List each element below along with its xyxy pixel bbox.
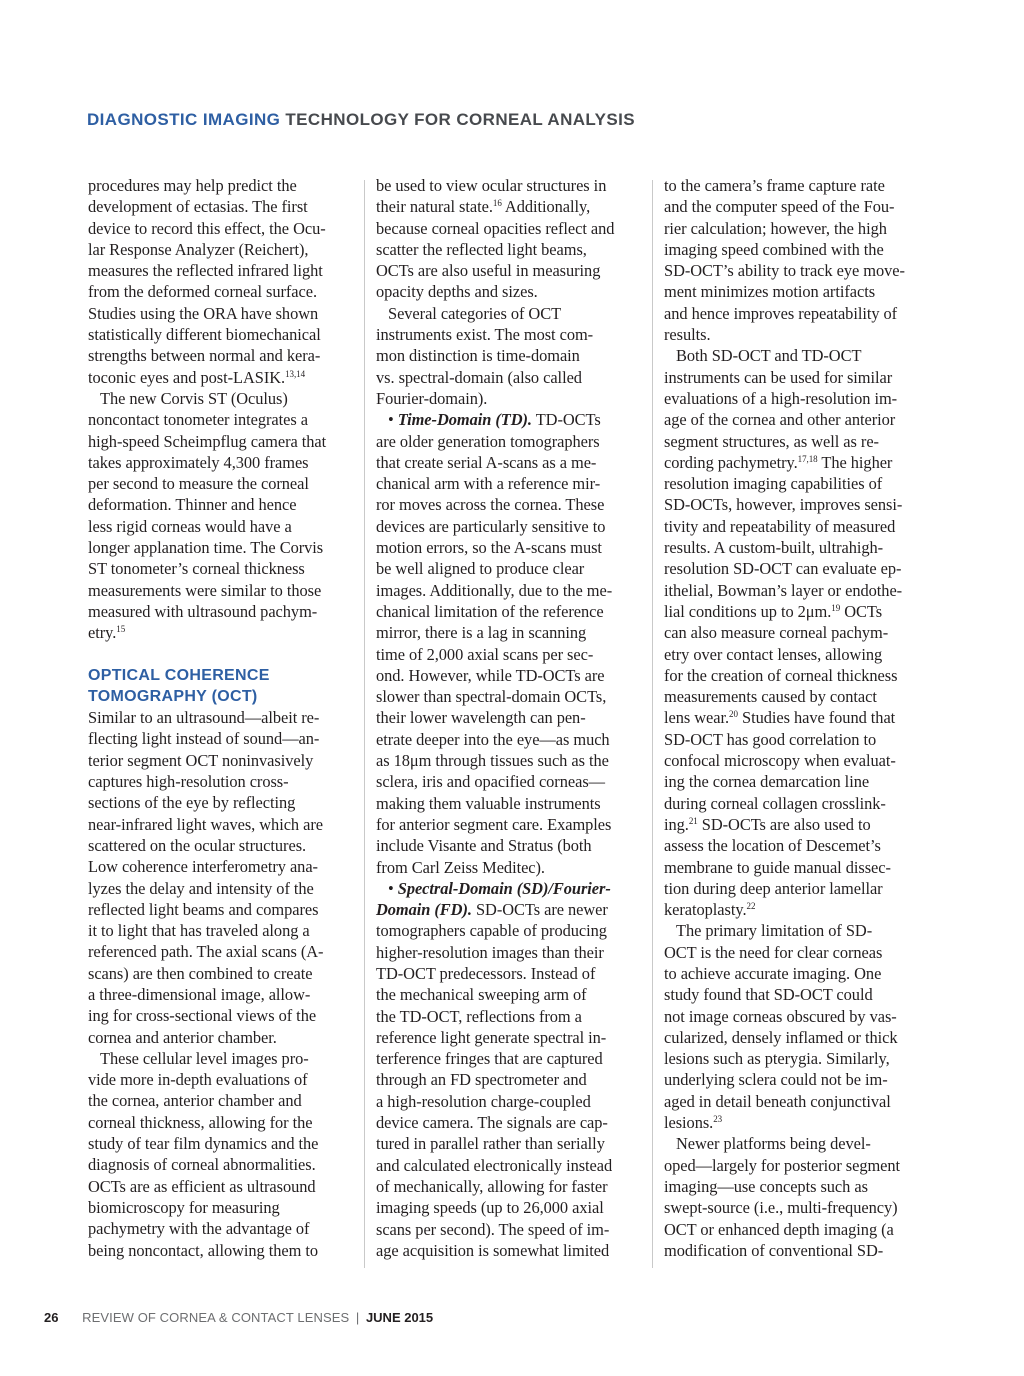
citation: 21 [688,815,698,826]
bullet-label: Domain (FD). [376,900,472,920]
text-line: longer applanation time. The Corvis [88,538,324,558]
text-line: rier calculation; however, the high [664,218,887,238]
text-line: oped—largely for posterior segment [664,1155,901,1175]
citation: 20 [729,709,738,720]
text-line: as 18μm through tissues such as the [376,751,609,771]
text-line: scattered on the ocular structures. [88,835,307,855]
text-line: OCT is the need for clear corneas [664,942,883,962]
column-divider [364,180,365,1268]
text-line: higher-resolution images than their [376,942,604,962]
bullet: • [388,878,398,898]
text-line: measurements were similar to those [88,580,322,600]
paragraph [664,1133,928,1261]
text-run: OCTs [840,601,883,621]
text-line: Newer platforms being devel- [676,1134,871,1154]
text-line: SD-OCT’s ability to track eye move- [664,261,905,281]
text-line: for the creation of corneal thickness [664,665,898,685]
text-line: measurements caused by contact [664,687,877,707]
citation: 16 [492,198,502,209]
text-line: study found that SD-OCT could [664,985,873,1005]
text-line: a high-resolution charge-coupled [376,1091,591,1111]
citation: 23 [713,1114,723,1125]
text-line: The primary limitation of SD- [676,921,873,941]
text-line: membrane to guide manual dissec- [664,857,891,877]
text-line: flecting light instead of sound—an- [88,729,320,749]
text-line: images. Additionally, due to the me- [376,580,613,600]
text-line: modification of conventional SD- [664,1240,884,1260]
text-line: evaluations of a high-resolution im- [664,388,898,408]
text-line: ST tonometer’s corneal thickness [88,559,305,579]
text-line: tured in parallel rather than serially [376,1134,605,1154]
text-line: sections of the eye by reflecting [88,793,296,813]
text-line: chanical arm with a reference mir- [376,474,601,494]
text-line: OCT or enhanced depth imaging (a [664,1219,894,1239]
text-line: lar Response Analyzer (Reichert), [88,239,309,259]
text-line: for anterior segment care. Examples [376,814,612,834]
column-divider [652,180,653,1268]
text-line: lyzes the delay and intensity of the [88,878,314,898]
text-line: being noncontact, allowing them to [88,1240,318,1260]
text-line: include Visante and Stratus (both [376,836,592,856]
text-line [664,707,928,728]
bullet-paragraph-time-domain [376,409,640,878]
paragraph [664,175,928,345]
text-line: scatter the reflected light beams, [376,239,587,259]
text-line: during corneal collagen crosslink- [664,793,886,813]
text-line: from Carl Zeiss Meditec). [376,857,545,877]
text-line: The new Corvis ST (Oculus) [100,388,288,408]
publication-name: REVIEW OF CORNEA & CONTACT LENSES [82,1310,350,1325]
text-line: TD-OCT predecessors. Instead of [376,963,596,983]
text-line: cularized, densely inflamed or thick [664,1027,898,1047]
text-line: captures high-resolution cross- [88,772,289,792]
text-line: lesions such as pterygia. Similarly, [664,1049,890,1069]
bullet-label: Spectral-Domain (SD)/Fourier- [397,878,611,898]
text-line: time of 2,000 axial scans per sec- [376,644,594,664]
text-line: and the computer speed of the Fou- [664,197,895,217]
text-line: vide more in-depth evaluations of [88,1070,308,1090]
text-run: keratoplasty. [664,900,747,920]
text-line: their lower wavelength can pen- [376,708,586,728]
text-line: the cornea, anterior chamber and [88,1091,302,1111]
text-line: terior segment OCT noninvasively [88,750,314,770]
text-line: devices are particularly sensitive to [376,516,606,536]
text-line: device camera. The signals are cap- [376,1113,608,1133]
text-line: be used to view ocular structures in [376,176,607,195]
text-line: OCTs are as efficient as ultrasound [88,1176,316,1196]
text-line: measures the reflected infrared light [88,261,323,281]
text-line: per second to measure the corneal [88,474,309,494]
text-line: resolution imaging capabilities of [664,474,883,494]
text-line: to the camera’s frame capture rate [664,176,885,195]
text-line: age acquisition is somewhat limited [376,1240,610,1260]
paragraph [664,345,928,920]
text-line [376,196,640,217]
text-line: assess the location of Descemet’s [664,836,881,856]
citation: 13,14 [285,368,306,379]
text-line: etrate deeper into the eye—as much [376,729,610,749]
text-run: TD-OCTs [531,410,601,430]
text-line: from the deformed corneal surface. [88,282,318,302]
text-line: statistically different biomechanical [88,325,321,345]
text-line: opacity depths and sizes. [376,282,538,302]
text-line: cornea and anterior chamber. [88,1027,277,1047]
text-line: tomographers capable of producing [376,921,607,941]
text-line: tivity and repeatability of measured [664,516,896,536]
text-line: sclera, iris and opacified corneas— [376,772,605,792]
text-line: mon distinction is time-domain [376,346,580,366]
paragraph [88,707,352,1048]
text-run: cording pachymetry. [664,452,798,472]
text-line: device to record this effect, the Ocu- [88,218,326,238]
paragraph [88,175,352,388]
text-line [376,878,640,899]
text-line: high-speed Scheimpflug camera that [88,431,327,451]
text-line: the TD-OCT, reflections from a [376,1006,582,1026]
text-line: instruments exist. The most com- [376,325,594,345]
text-line: aged in detail beneath conjunctival [664,1091,891,1111]
footer-separator: | [355,1310,360,1325]
text-line: of mechanically, allowing for faster [376,1176,608,1196]
header-title: TECHNOLOGY FOR CORNEAL ANALYSIS [285,110,635,129]
text-line: measured with ultrasound pachym- [88,601,318,621]
text-run: Additionally, [501,197,591,217]
citation: 15 [116,624,126,635]
heading-line: TOMOGRAPHY (OCT) [88,687,258,705]
text-line: a three-dimensional image, allow- [88,984,311,1004]
citation: 22 [746,901,756,912]
citation: 19 [831,602,841,613]
text-line: swept-source (i.e., multi-frequency) [664,1198,898,1218]
text-run: lial conditions up to 2μm. [664,601,832,621]
text-line: vs. spectral-domain (also called [376,367,582,387]
paragraph [88,1048,352,1261]
text-line: resolution SD-OCT can evaluate ep- [664,559,902,579]
text-line: and calculated electronically instead [376,1155,613,1175]
text-line: imaging—use concepts such as [664,1176,868,1196]
text-line: ing the cornea demarcation line [664,772,870,792]
text-line: because corneal opacities reflect and [376,218,615,238]
text-column-1 [88,175,352,1261]
text-line: etry over contact lenses, allowing [664,644,883,664]
text-line [664,601,928,622]
text-run: their natural state. [376,197,493,217]
text-line: noncontact tonometer integrates a [88,410,308,430]
text-line: mirror, there is a lag in scanning [376,623,587,643]
text-run: SD-OCTs are newer [471,900,608,920]
text-line: ment minimizes motion artifacts [664,282,876,302]
bullet-paragraph-spectral-domain [376,878,640,1261]
text-line [664,814,928,835]
text-line: instruments can be used for similar [664,367,893,387]
text-line: that create serial A-scans as a me- [376,452,597,472]
text-line [664,452,928,473]
text-run: Studies have found that [737,708,896,728]
text-line: through an FD spectrometer and [376,1070,587,1090]
text-line: confocal microscopy when evaluat- [664,751,896,771]
paragraph [88,388,352,644]
text-run: etry. [88,623,117,643]
text-line: and hence improves repeatability of [664,303,898,323]
paragraph [376,175,640,303]
text-line: Similar to an ultrasound—albeit re- [88,708,320,728]
text-line [664,899,928,920]
text-line: are older generation tomographers [376,431,600,451]
text-line: age of the cornea and other anterior [664,410,896,430]
issue-date: JUNE 2015 [365,1310,434,1325]
text-line: Several categories of OCT [388,303,562,323]
text-line: reference light generate spectral in- [376,1027,607,1047]
text-line: motion errors, so the A-scans must [376,538,602,558]
text-line: ithelial, Bowman’s layer or endothe- [664,580,903,600]
text-line: not image corneas obscured by vas- [664,1006,897,1026]
text-line [664,1112,928,1133]
text-line: scans per second). The speed of im- [376,1219,610,1239]
bullet: • [388,410,398,430]
header-section-label: DIAGNOSTIC IMAGING [87,110,281,129]
text-line: results. A custom-built, ultrahigh- [664,538,884,558]
text-line [376,409,640,430]
text-line: be well aligned to produce clear [376,559,585,579]
text-line: pachymetry with the advantage of [88,1219,310,1239]
text-line: making them valuable instruments [376,793,601,813]
page-number: 26 [44,1310,59,1325]
text-line: SD-OCTs, however, improves sensi- [664,495,903,515]
text-line: imaging speed combined with the [664,239,884,259]
text-line: slower than spectral-domain OCTs, [376,687,607,707]
text-run: lesions. [664,1113,714,1133]
bullet-label: Time-Domain (TD). [397,410,532,430]
text-line: chanical limitation of the reference [376,601,604,621]
text-line: SD-OCT has good correlation to [664,729,877,749]
text-line: the mechanical sweeping arm of [376,985,587,1005]
text-line: ror moves across the cornea. These [376,495,605,515]
text-line: segment structures, as well as re- [664,431,879,451]
text-run: toconic eyes and post-LASIK. [88,367,286,387]
text-line: terference fringes that are captured [376,1049,603,1069]
text-line [376,899,640,920]
text-line: biomicroscopy for measuring [88,1197,280,1217]
text-line: ing for cross-sectional views of the [88,1006,317,1026]
text-run: SD-OCTs are also used to [697,814,871,834]
page-header [87,110,635,130]
text-line: underlying sclera could not be im- [664,1070,888,1090]
text-line [88,622,352,643]
text-line [88,367,352,388]
page-footer [44,1310,433,1325]
paragraph [664,920,928,1133]
text-line: reflected light beams and compares [88,899,319,919]
text-run: The higher [817,452,893,472]
text-line: Studies using the ORA have shown [88,303,319,323]
text-line: can also measure corneal pachym- [664,623,889,643]
text-line: ond. However, while TD-OCTs are [376,665,605,685]
text-line: results. [664,325,711,345]
text-line: imaging speeds (up to 26,000 axial [376,1198,604,1218]
text-column-2 [376,175,640,1261]
text-line: Low coherence interferometry ana- [88,857,318,877]
text-line: scans) are then combined to create [88,963,313,983]
text-line: less rigid corneas would have a [88,516,292,536]
text-run: ing. [664,814,689,834]
text-line: OCTs are also useful in measuring [376,261,601,281]
text-line: it to light that has traveled along a [88,921,310,941]
text-line: These cellular level images pro- [100,1048,309,1068]
text-run: lens wear. [664,708,730,728]
paragraph [376,303,640,409]
text-line: development of ectasias. The first [88,197,308,217]
text-line: tion during deep anterior lamellar [664,878,883,898]
text-line: corneal thickness, allowing for the [88,1112,313,1132]
heading-line: OPTICAL COHERENCE [88,666,270,684]
text-line: procedures may help predict the [88,176,297,195]
text-line: strengths between normal and kera- [88,346,321,366]
section-heading [88,665,352,708]
text-column-3 [664,175,928,1261]
text-line: Both SD-OCT and TD-OCT [676,346,862,366]
text-line: referenced path. The axial scans (A- [88,942,324,962]
text-line: study of tear film dynamics and the [88,1134,319,1154]
text-line: Fourier-domain). [376,388,488,408]
text-line: near-infrared light waves, which are [88,814,323,834]
text-line: takes approximately 4,300 frames [88,452,309,472]
citation: 17,18 [797,453,818,464]
text-line: to achieve accurate imaging. One [664,963,882,983]
text-line: diagnosis of corneal abnormalities. [88,1155,316,1175]
text-line: deformation. Thinner and hence [88,495,297,515]
